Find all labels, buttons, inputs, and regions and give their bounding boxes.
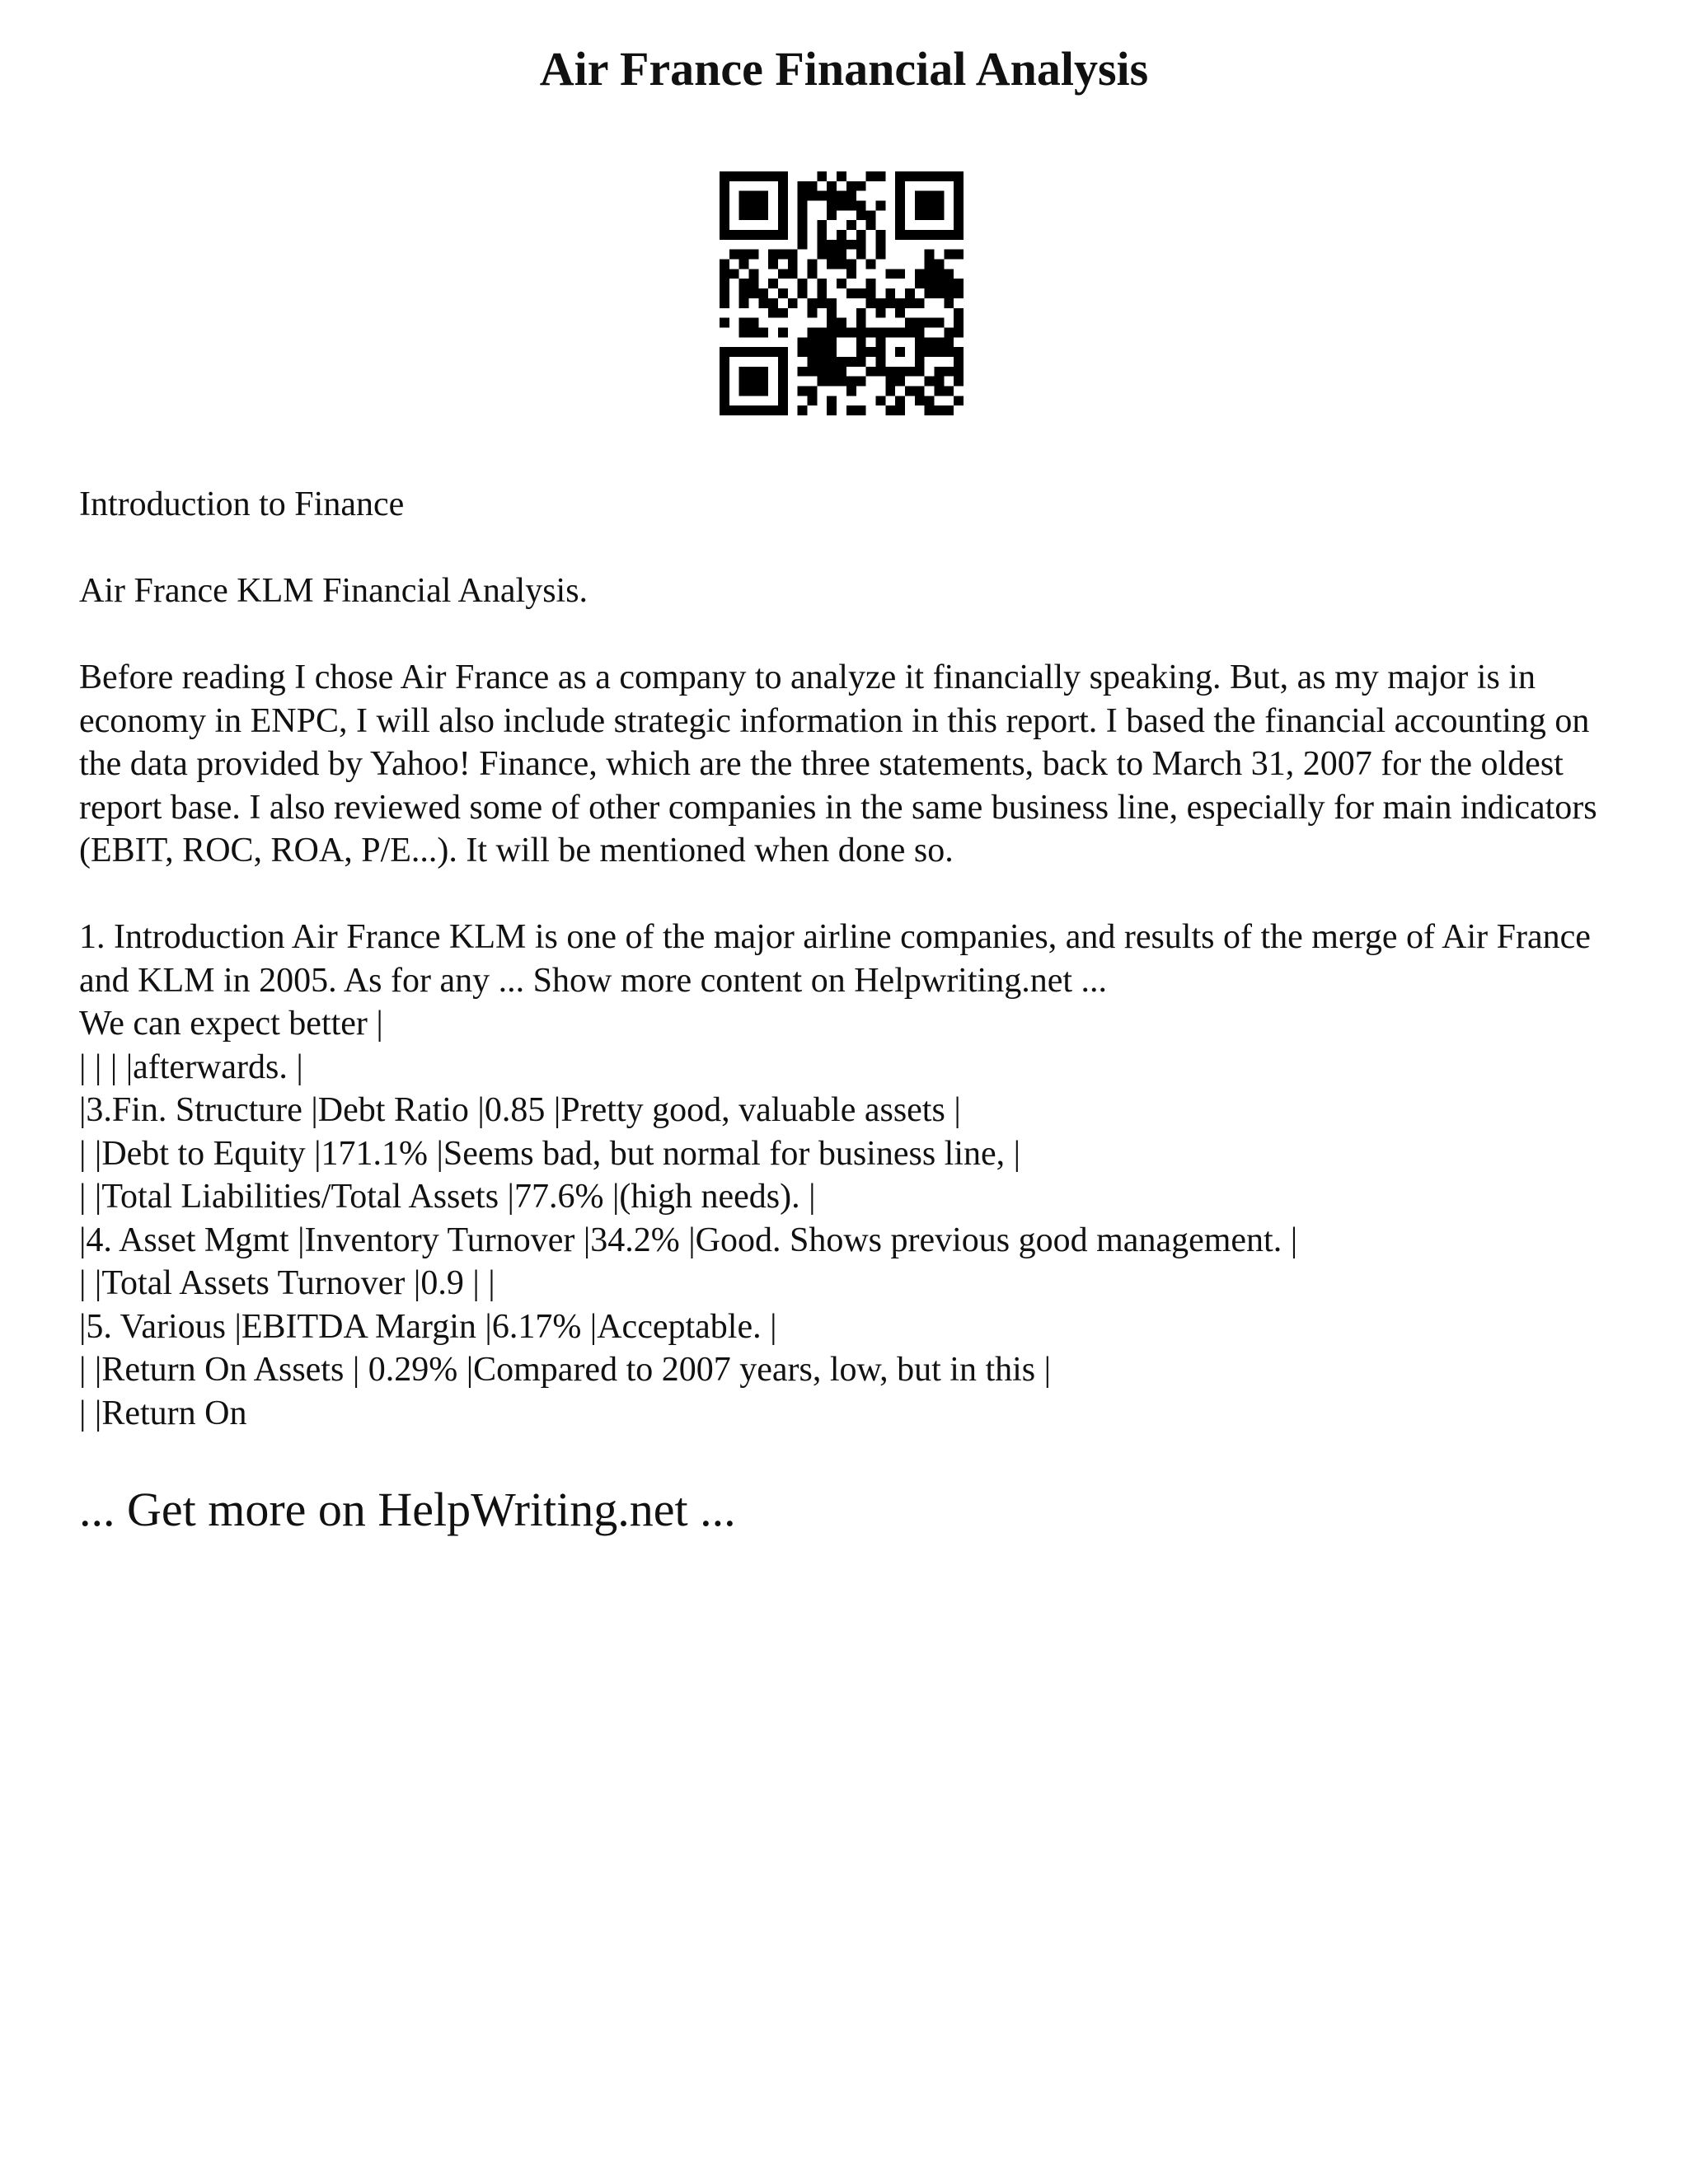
get-more-link[interactable]: ... Get more on HelpWriting.net ... <box>79 1483 736 1536</box>
table-line: We can expect better | <box>79 1005 383 1043</box>
qr-code-icon <box>720 171 964 415</box>
table-line: | |Debt to Equity |171.1% |Seems bad, but normal for business line, | <box>79 1134 1021 1173</box>
table-line: |3.Fin. Structure |Debt Ratio |0.85 |Pretty good, valuable assets | <box>79 1091 961 1129</box>
table-line: | | | |afterwards. | <box>79 1047 303 1086</box>
table-line: |4. Asset Mgmt |Inventory Turnover |34.2% |Good. Shows previous good management. | <box>79 1221 1298 1259</box>
ratio-table-text <box>79 1002 1629 1435</box>
table-line: | |Return On <box>79 1394 247 1432</box>
table-line: | |Total Assets Turnover |0.9 | | <box>79 1264 495 1302</box>
table-line: | |Total Liabilities/Total Assets |77.6% |(high needs). | <box>79 1178 816 1216</box>
table-line: | |Return On Assets | 0.29% |Compared to 2007 years, low, but in this | <box>79 1351 1052 1389</box>
page-title: Air France Financial Analysis <box>539 42 1149 96</box>
table-line: |5. Various |EBITDA Margin |6.17% |Acceptable. | <box>79 1307 777 1346</box>
subheading: Air France KLM Financial Analysis. <box>79 572 588 610</box>
intro-heading: Introduction to Finance <box>79 485 405 523</box>
document-body <box>79 483 1629 1435</box>
paragraph-intro: Before reading I chose Air France as a company to analyze it financially speaking. But, as my major is in economy in ENPC, I will also include strategic information in this report. I based the financial accounting on the data provided by Yahoo! Finance, which are the three statements, back to March 31, 2007 for the oldest report base. I also reviewed some of other companies in the same business line, especially for main indicators (EBIT, ROC, ROA, P/E...). It will be mentioned when done so. <box>79 658 1597 869</box>
paragraph-company: 1. Introduction Air France KLM is one of the major airline companies, and results of the merge of Air France and KLM in 2005. As for any ... Show more content on Helpwriting.net ... <box>79 918 1591 1000</box>
